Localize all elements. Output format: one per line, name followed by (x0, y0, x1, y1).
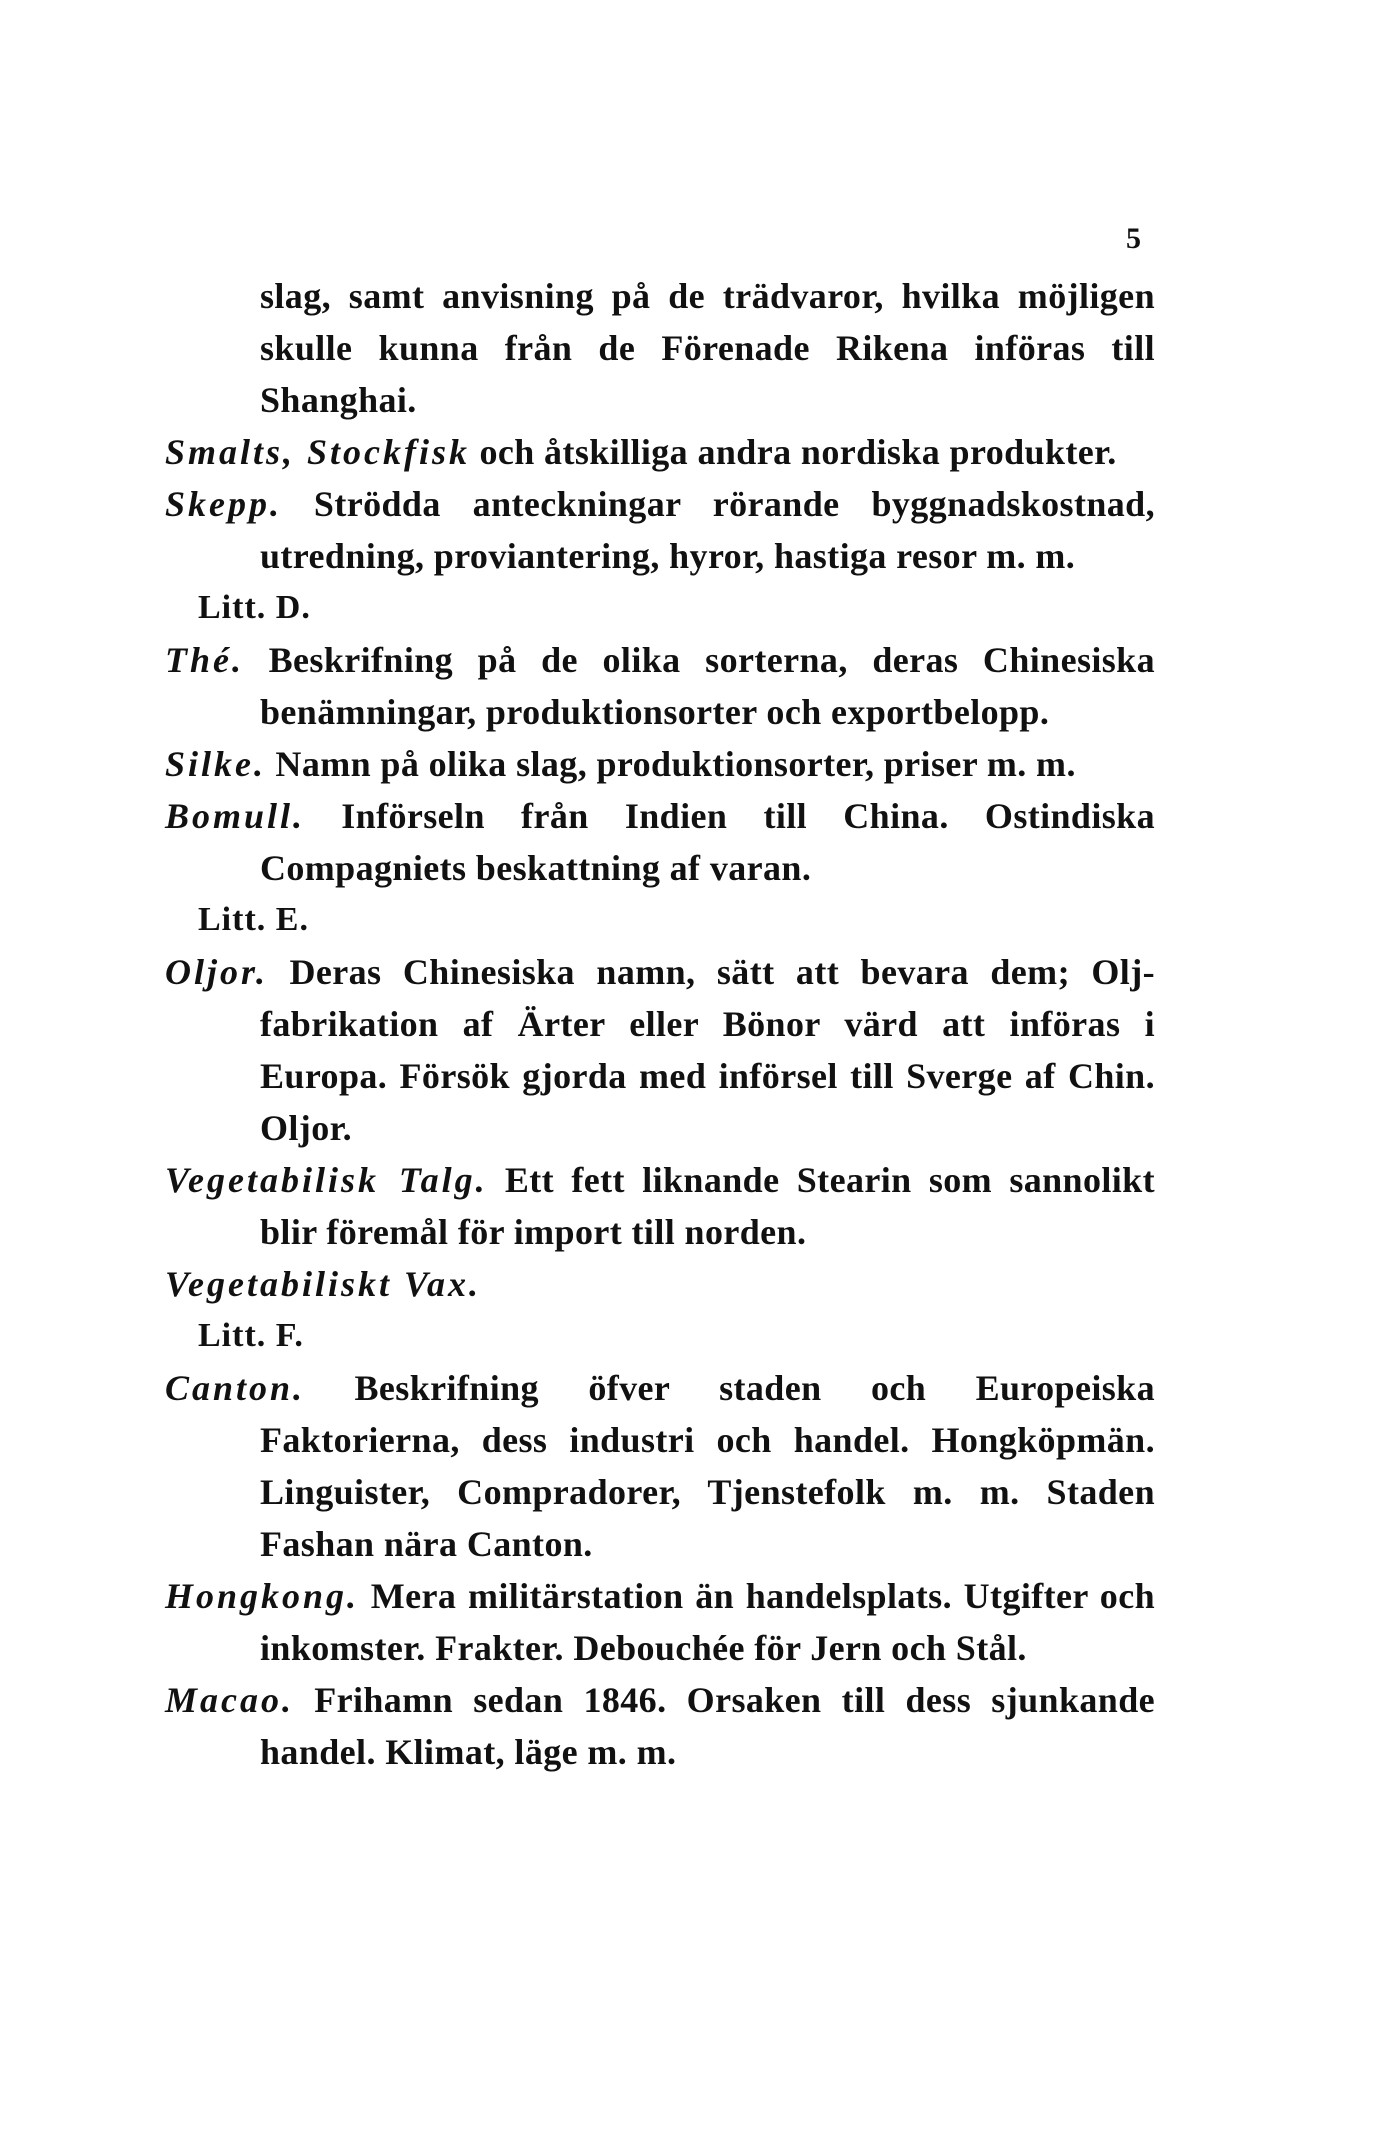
entry-term: Hongkong. (165, 1576, 360, 1616)
section-heading: Litt. D. (198, 589, 311, 626)
entry-text: slag, samt anvisning på de trädvaror, hvilka möjligen skulle kunna från de Förenade Rikena införas till Shanghai. (260, 276, 1155, 420)
entry-term: Silke. (165, 744, 267, 784)
list-item (165, 1258, 1155, 1310)
list-item (165, 1674, 1155, 1778)
entry-text: Frihamn sedan 1846. Orsaken till dess sjunkande handel. Klimat, läge m. m. (260, 1680, 1155, 1772)
entry-term: Smalts, Stockfisk (165, 432, 471, 472)
entry-text: Mera militärstation än handelsplats. Utgifter och inkomster. Frakter. Debouchée för Jern och Stål. (260, 1576, 1155, 1668)
entry-text: Införseln från Indien till China. Ostindiska Compagniets beskattning af varan. (260, 796, 1155, 888)
list-item (165, 634, 1155, 738)
entry-text: Deras Chinesiska namn, sätt att bevara dem; Olj-fabrikation af Ärter eller Bönor värd att införas i Europa. Försök gjorda med införsel till Sverge af Chin. Oljor. (260, 952, 1155, 1148)
entry-text: Beskrifning öfver staden och Europeiska Faktorierna, dess industri och handel. Hongköpmän. Linguister, Compradorer, Tjenstefolk m. m. Staden Fashan nära Canton. (260, 1368, 1155, 1564)
list-item (165, 1154, 1155, 1258)
entry-text: Strödda anteckningar rörande byggnadskostnad, utredning, proviantering, hyror, hastiga resor m. m. (260, 484, 1155, 576)
entry-term: Vegetabiliskt Vax. (165, 1264, 482, 1304)
list-item (165, 270, 1155, 426)
entry-text: Beskrifning på de olika sorterna, deras Chinesiska benämningar, produktionsorter och exportbelopp. (260, 640, 1156, 732)
page-number: 5 (1126, 222, 1141, 255)
entry-term: Macao. (165, 1680, 294, 1720)
index-text (165, 270, 1155, 1778)
list-item (165, 738, 1155, 790)
entry-text: Ett fett liknande Stearin som sannolikt blir föremål för import till norden. (260, 1160, 1155, 1252)
entry-term: Bomull. (165, 796, 306, 836)
entry-term: Skepp. (165, 484, 282, 524)
list-item (165, 478, 1155, 582)
list-item (165, 426, 1155, 478)
list-item (165, 1570, 1155, 1674)
entry-term: Thé. (165, 640, 244, 680)
entry-term: Vegetabilisk Talg. (165, 1160, 488, 1200)
section-heading: Litt. E. (198, 901, 309, 938)
entry-text: Namn på olika slag, produktionsorter, priser m. m. (275, 744, 1076, 784)
list-item (165, 790, 1155, 894)
entry-term: Oljor. (165, 952, 269, 992)
section-heading: Litt. F. (198, 1317, 304, 1354)
list-item (165, 946, 1155, 1154)
list-item (165, 1362, 1155, 1570)
entry-term: Canton. (165, 1368, 306, 1408)
entry-text: och åtskilliga andra nordiska produkter. (479, 432, 1117, 472)
